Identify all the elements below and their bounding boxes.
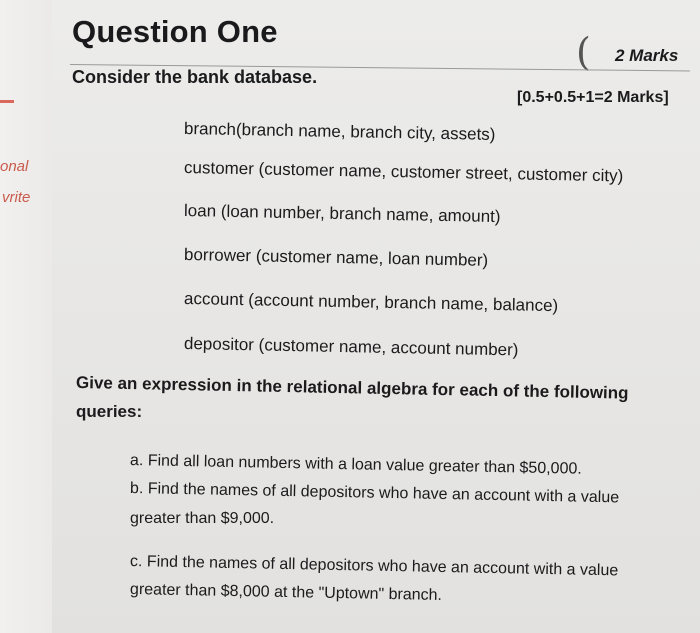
relation-depositor: depositor (customer name, account number) bbox=[183, 334, 519, 360]
query-c-line-1: c. Find the names of all depositors who have an account with a value bbox=[129, 553, 619, 580]
marks-breakdown: [0.5+0.5+1=2 Marks] bbox=[517, 89, 669, 106]
query-c-line-2: greater than $8,000 at the "Uptown" branch. bbox=[129, 581, 443, 604]
marks-bracket: ( bbox=[576, 30, 591, 74]
relation-borrower: borrower (customer name, loan number) bbox=[183, 245, 489, 270]
relation-account: account (account number, branch name, balance) bbox=[183, 289, 559, 316]
intro-text: Consider the bank database. bbox=[72, 67, 318, 87]
relation-branch: branch(branch name, branch city, assets) bbox=[183, 119, 496, 144]
instruction-line-2: queries: bbox=[76, 402, 143, 421]
instruction-line-1: Give an expression in the relational algebra for each of the following bbox=[75, 373, 629, 403]
red-margin-mark bbox=[0, 100, 14, 103]
query-b-line-1: b. Find the names of all depositors who have an account with a value bbox=[129, 480, 620, 507]
relation-customer: customer (customer name, customer street, customer city) bbox=[183, 158, 624, 186]
query-b-line-2: greater than $9,000. bbox=[130, 510, 275, 527]
side-text-1: onal bbox=[0, 158, 29, 175]
query-a: a. Find all loan numbers with a loan value greater than $50,000. bbox=[129, 452, 582, 478]
relation-loan: loan (loan number, branch name, amount) bbox=[183, 201, 501, 227]
adjacent-page-margin bbox=[0, 0, 52, 633]
side-text-2: vrite bbox=[2, 189, 31, 206]
question-title: Question One bbox=[72, 14, 278, 49]
question-marks: 2 Marks bbox=[615, 46, 679, 65]
